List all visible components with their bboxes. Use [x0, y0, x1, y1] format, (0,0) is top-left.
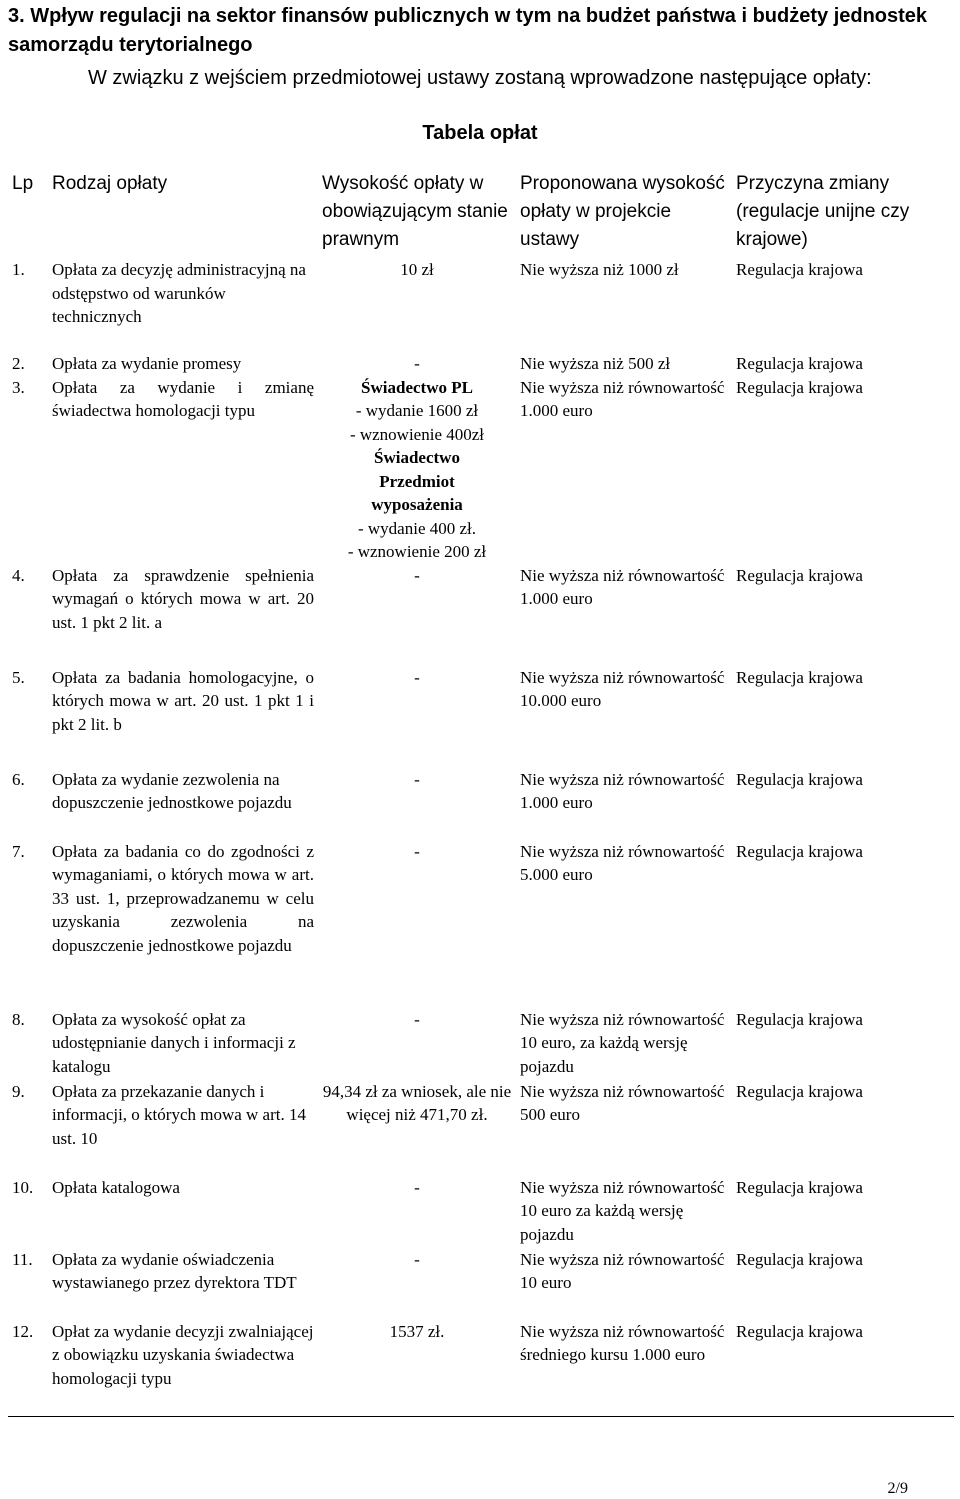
row-current-amount: - [414, 1009, 420, 1029]
table-row [8, 1080, 954, 1176]
cert-equipment-label-2: Przedmiot [379, 471, 455, 491]
row-lp: 7. [12, 841, 25, 861]
cert-equipment-label-3: wyposażenia [371, 495, 463, 514]
row-fee-type: Opłata za decyzję administracyjną na odstępstwo od warunków technicznych [52, 260, 306, 326]
row-change-reason: Regulacja krajowa [736, 1177, 863, 1197]
row-lp: 2. [12, 354, 25, 373]
table-header-row [8, 170, 954, 258]
cert-pl-label: Świadectwo PL [361, 377, 473, 397]
row-proposed-amount: Nie wyższa niż równowartość 500 euro [520, 1081, 725, 1124]
table-row [8, 564, 954, 666]
row-lp: 8. [12, 1009, 25, 1029]
row-current-amount: - [414, 769, 420, 789]
row-current-amount: 10 zł [400, 260, 434, 279]
row-change-reason: Regulacja krajowa [736, 354, 863, 373]
row-current-amount: 94,34 zł za wniosek, ale nie więcej niż 471,70 zł. [322, 1081, 512, 1124]
table-row [8, 1248, 954, 1320]
row-fee-type: Opłata za wydanie i zmianę świadectwa homologacji typu [52, 377, 314, 420]
table-row [8, 376, 954, 564]
header-proposed-amount: Proponowana wysokość opłaty w projekcie ustawy [520, 173, 725, 250]
row-change-reason: Regulacja krajowa [736, 260, 863, 279]
table-row [8, 352, 954, 376]
row-change-reason: Regulacja krajowa [736, 841, 863, 861]
row-proposed-amount: Nie wyższa niż równowartość 10 euro [520, 1249, 725, 1292]
row-current-amount: - [414, 565, 420, 585]
header-fee-type: Rodzaj opłaty [52, 173, 168, 194]
row-change-reason: Regulacja krajowa [736, 1249, 863, 1269]
row-proposed-amount: Nie wyższa niż równowartość 1.000 euro [520, 769, 725, 812]
row-change-reason: Regulacja krajowa [732, 1320, 954, 1417]
row-lp: 1. [12, 260, 25, 279]
row-change-reason: Regulacja krajowa [736, 769, 863, 789]
table-row [8, 1008, 954, 1080]
row-proposed-amount: Nie wyższa niż 500 zł [520, 354, 671, 373]
intro-paragraph [14, 64, 949, 93]
row-proposed-amount: Nie wyższa niż równowartość 5.000 euro [520, 841, 725, 884]
row-fee-type: Opłata za wydanie zezwolenia na dopuszczenie jednostkowe pojazdu [52, 769, 292, 812]
row-fee-type: Opłata za wydanie oświadczenia wystawianego przez dyrektora TDT [52, 1249, 297, 1292]
row-change-reason: Regulacja krajowa [736, 1081, 863, 1101]
row-fee-type: Opłata katalogowa [52, 1177, 180, 1197]
row-lp: 6. [12, 769, 25, 789]
row-current-amount: - [414, 354, 420, 373]
row-current-amount [318, 376, 516, 564]
row-change-reason: Regulacja krajowa [736, 1009, 863, 1029]
row-proposed-amount: Nie wyższa niż równowartość 1.000 euro [520, 565, 725, 608]
cert-equipment-renewal: - wznowienie 200 zł [347, 542, 487, 561]
table-row [8, 1320, 954, 1417]
row-lp: 10. [12, 1177, 34, 1197]
cert-equipment-issue: - wydanie 400 zł. [357, 518, 477, 538]
header-change-reason: Przyczyna zmiany (regulacje unijne czy krajowe) [736, 173, 910, 250]
row-current-amount: - [414, 1249, 420, 1269]
table-row [8, 258, 954, 352]
table-row [8, 768, 954, 840]
page-number: 2/9 [887, 1480, 908, 1497]
row-fee-type: Opłata za badania co do zgodności z wymaganiami, o których mowa w art. 33 ust. 1, przeprowadzanemu w celu uzyskania zezwolenia na dopuszczenie jednostkowe pojazdu [52, 841, 314, 955]
row-proposed-amount: Nie wyższa niż równowartość 1.000 euro [520, 377, 725, 420]
table-row [8, 666, 954, 768]
table-row [8, 1176, 954, 1248]
table-title: Tabela opłat [422, 122, 538, 144]
row-lp: 11. [12, 1249, 33, 1269]
row-lp: 3. [12, 377, 25, 397]
row-current-amount: 1537 zł. [318, 1320, 516, 1417]
cert-pl-issue: - wydanie 1600 zł [355, 401, 479, 420]
row-proposed-amount: Nie wyższa niż 1000 zł [520, 260, 679, 279]
header-current-amount: Wysokość opłaty w obowiązującym stanie prawnym [322, 173, 508, 250]
row-current-amount: - [414, 1177, 420, 1197]
row-change-reason: Regulacja krajowa [736, 377, 863, 397]
row-fee-type: Opłata za wydanie promesy [52, 354, 242, 373]
table-row [8, 840, 954, 1008]
row-fee-type: Opłata za przekazanie danych i informacji, o których mowa w art. 14 ust. 10 [52, 1081, 306, 1148]
row-current-amount: - [414, 841, 420, 861]
row-lp: 12. [8, 1320, 48, 1417]
row-fee-type: Opłata za sprawdzenie spełnienia wymagań o których mowa w art. 20 ust. 1 pkt 2 lit. a [52, 565, 314, 632]
row-fee-type: Opłata za wysokość opłat za udostępnianie danych i informacji z katalogu [52, 1009, 296, 1076]
row-fee-type: Opłat za wydanie decyzji zwalniającej z obowiązku uzyskania świadectwa homologacji typu [48, 1320, 318, 1417]
header-lp: Lp [12, 173, 34, 194]
cert-pl-renewal: - wznowienie 400zł [349, 424, 485, 444]
row-proposed-amount: Nie wyższa niż równowartość 10 euro za każdą wersję pojazdu [520, 1177, 725, 1244]
row-proposed-amount: Nie wyższa niż równowartość 10.000 euro [520, 667, 725, 710]
section-heading: 3. Wpływ regulacji na sektor finansów publicznych w tym na budżet państwa i budżety jednostek samorządu terytorialnego [8, 5, 928, 56]
row-lp: 4. [12, 565, 25, 585]
row-fee-type: Opłata za badania homologacyjne, o których mowa w art. 20 ust. 1 pkt 1 i pkt 2 lit. b [52, 667, 314, 734]
fees-table [8, 170, 954, 1417]
row-lp: 9. [12, 1081, 25, 1101]
row-proposed-amount: Nie wyższa niż równowartość średniego kursu 1.000 euro [516, 1320, 732, 1417]
intro-text: W związku z wejściem przedmiotowej ustawy zostaną wprowadzone następujące opłaty: [88, 67, 872, 89]
row-change-reason: Regulacja krajowa [736, 565, 863, 585]
row-proposed-amount: Nie wyższa niż równowartość 10 euro, za każdą wersję pojazdu [520, 1009, 725, 1076]
row-change-reason: Regulacja krajowa [736, 667, 863, 687]
row-current-amount: - [414, 667, 420, 687]
row-lp: 5. [12, 667, 25, 687]
cert-equipment-label-1: Świadectwo [374, 448, 460, 467]
